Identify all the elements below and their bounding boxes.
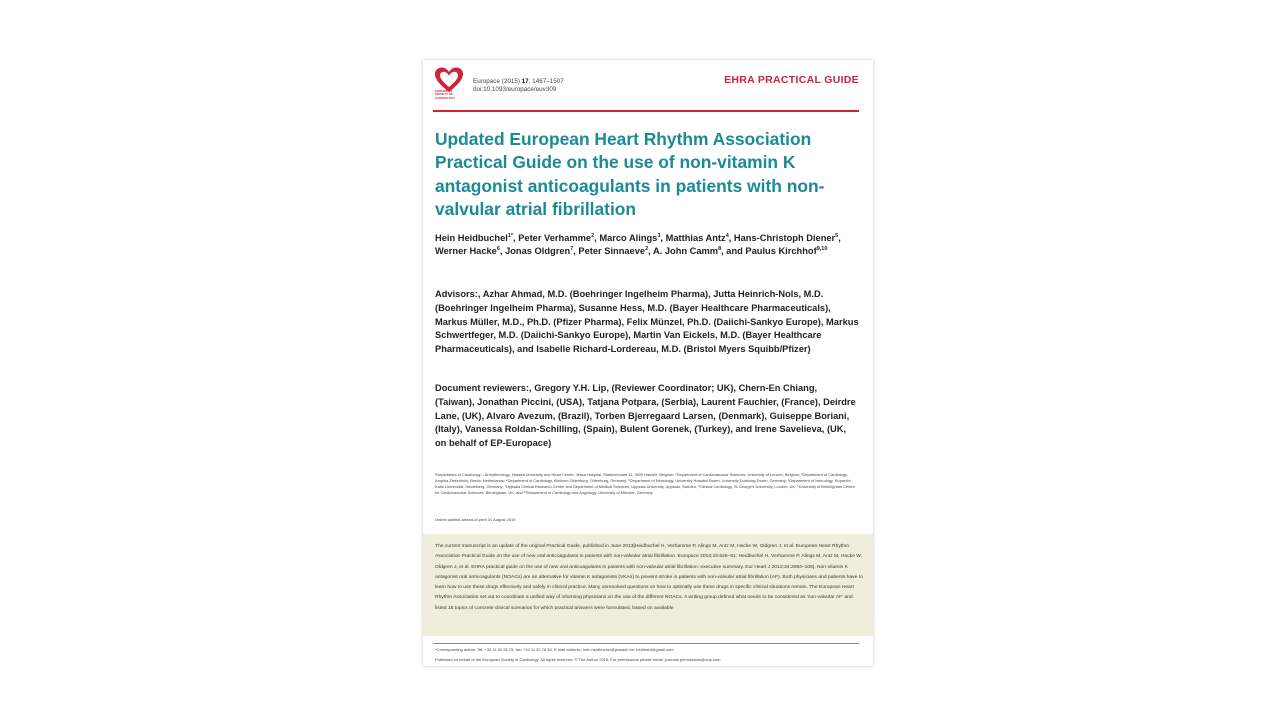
author-affiliation-marker: 1*: [507, 232, 514, 239]
affiliations: ¹Department of Cardiology – Arrhythmology, Hasselt University and Heart Center, Jessa Hospital, Stadsomvaart 11, 3500 Hasselt, Belgium; ²Department of Cardiovascular Sciences, University of Leuven, Belgium; ³Department of Cardiology, Amphia Ziekenhuis, Breda, Netherlands; ⁴Department of Cardiology, Klinikum Oldenburg, Oldenburg, Germany; ⁵Department of Neurology, University Hospital Essen, University Duisburg-Essen, Germany; ⁶Department of Neurology, Ruprecht Karls Universität, Heidelberg, Germany; ⁷Uppsala Clinical Research Center and Department of Medical Sciences, Uppsala University, Uppsala, Sweden; ⁸Clinical Cardiology, St George's University, London, UK; ⁹University of Birmingham Centre for Cardiovascular Sciences, Birmingham, UK; and ¹⁰Department of Cardiology and Angiology, University of Münster, Germany: [435, 472, 855, 495]
corresponding-author: *Corresponding author. Tel: +32 11 30 95 75; fax: +32 11 30 78 39. E-mail address: hein.heidbuchel@jessazh.be, heidheid@gmail.com: [435, 647, 674, 652]
author-name: Jonas Oldgren: [505, 246, 571, 257]
author-affiliation-marker: 8: [718, 246, 722, 253]
doi: doi:10.1093/europace/euv309: [473, 86, 557, 93]
author-name: Marco Alings: [599, 233, 658, 243]
author-name: Paulus Kirchhof: [745, 246, 817, 257]
journal-name: Europace: [473, 78, 500, 85]
author-affiliation-marker: 6: [496, 246, 500, 253]
guide-label: EHRA PRACTICAL GUIDE: [724, 74, 859, 86]
online-date: Online publish-ahead-of-print 31 August 2015: [435, 517, 516, 522]
journal-pages: , 1467–1507: [528, 78, 564, 85]
author-affiliation-marker: 9,10: [816, 246, 828, 253]
advisors-paragraph: Advisors:, Azhar Ahmad, M.D. (Boehringer Ingelheim Pharma), Jutta Heinrich-Nols, M.D. (Boehringer Ingelheim Pharma), Susanne Hess, M.D. (Bayer Healthcare Pharmaceuticals), Markus Müller, M.D., Ph.D. (Pfizer Pharma), Felix Münzel, Ph.D. (Daiichi-Sankyo Europe), Markus Schwertfeger, M.D. (Daiichi-Sankyo Europe), Martin Van Eickels, M.D. (Bayer Healthcare Pharmaceuticals), and Isabelle Richard-Lordereau, M.D. (Bristol Myers Squibb/Pfizer): [435, 289, 859, 355]
logo-text: EUROPEAN SOCIETY OF CARDIOLOGY: [435, 89, 456, 100]
reviewers-paragraph: Document reviewers:, Gregory Y.H. Lip, (Reviewer Coordinator; UK), Chern-En Chiang, (Taiwan), Jonathan Piccini, (USA), Tatjana Potpara, (Serbia), Laurent Fauchier, (France), Deirdre Lane, (UK), Alvaro Avezum, (Brazil), Torben Bjerregaard Larsen, (Denmark), Guiseppe Boriani, (Italy), Vanessa Roldan-Schilling, (Spain), Bulent Gorenek, (Turkey), and Irene Savelieva, (UK, on behalf of EP-Europace): [435, 383, 856, 449]
journal-citation: [473, 78, 564, 94]
author-name: Hans-Christoph Diener: [733, 233, 836, 243]
author-name: Werner Hacke: [435, 246, 497, 257]
journal-year: (2015): [501, 78, 520, 85]
abstract-text: The current manuscript is an update of the original Practical Guide, published in June 2013[Heidbuchel H, Verhamme P, Alings M, Antz M, Hacke W, Oldgren J, et al. European Heart Rhythm Association Practical Guide on the use of new oral anticoagulants in patients with non-valvular atrial fibrillation. Europace 2013;15:625–51; Heidbuchel H, Verhamme P, Alings M, Antz M, Hacke W, Oldgren J, et al. EHRA practical guide on the use of new oral anticoagulants in patients with non-valvular atrial fibrillation: executive summary. Eur Heart J 2013;34:2094–106]. Non-vitamin K antagonist oral anticoagulants (NOACs) are an alternative for vitamin K antagonists (VKAs) to prevent stroke in patients with non-valvular atrial fibrillation (AF). Both physicians and patients have to learn how to use these drugs effectively and safely in clinical practice. Many unresolved questions on how to optimally use these drugs in specific clinical situations remain. The European Heart Rhythm Association set out to coordinate a unified way of informing physicians on the use of the different NOACs. A writing group defined what needs to be considered as 'non-valvular AF' and listed 15 topics of concrete clinical scenarios for which practical answers were formulated, based on available: [435, 544, 863, 611]
author-affiliation-marker: 7: [570, 246, 574, 253]
author-affiliation-marker: 2: [645, 246, 649, 253]
publisher-note: Published on behalf of the European Society of Cardiology. All rights reserved. © The Author 2015. For permissions please email: journals.permissions@oup.com.: [435, 657, 722, 662]
author-name: Peter Sinnaeve: [578, 246, 646, 257]
author-list: Hein Heidbuchel$^{1*}$, Peter Verhamme$^2$, Marco Alings$^3$, Matthias Antz$^4$, Hans-Christoph Diener$^5$, Werner Hacke$^6$, Jonas Oldgren$^7$, Peter Sinnaeve$^2$, A. John Camm$^8$, and Paulus Kirchhof$^{9,10}$: [435, 232, 841, 257]
footer-divider: [433, 643, 859, 644]
author-name: Peter Verhamme: [518, 233, 592, 243]
header-divider: [433, 110, 859, 112]
paper-page: [423, 60, 873, 666]
author-name: Matthias Antz: [665, 233, 726, 243]
journal-volume: 17: [521, 78, 529, 85]
author-affiliation-marker: 2: [591, 232, 595, 239]
author-affiliation-marker: 5: [835, 232, 839, 239]
paper-title: Updated European Heart Rhythm Association Practical Guide on the use of non-vitamin K antagonist anticoagulants in patients with non-valvular atrial fibrillation: [435, 129, 825, 220]
author-affiliation-marker: 4: [725, 232, 729, 239]
author-name: Hein Heidbuchel: [435, 233, 508, 243]
esc-heart-logo-icon: [433, 66, 465, 110]
author-affiliation-marker: 3: [657, 232, 661, 239]
author-name: A. John Camm: [652, 246, 719, 257]
